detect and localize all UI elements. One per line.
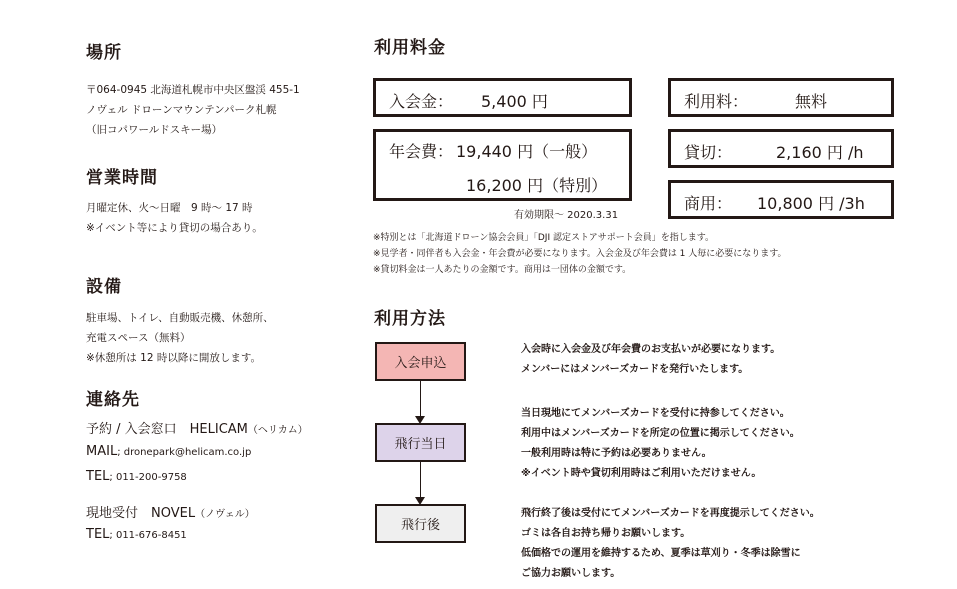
onsite-main: 現地受付 NOVEL (86, 506, 196, 521)
annual-fee-general: 19,440 円（一般） (456, 142, 598, 161)
mail-label: MAIL (86, 444, 118, 459)
step-after-flight-label: 飛行後 (400, 518, 440, 533)
reservation-reading: （ヘリカム） (247, 425, 308, 436)
place-former-name: （旧コパワールドスキー場） (86, 124, 223, 136)
place-heading: 場所 (86, 43, 122, 63)
desc-line: メンバーにはメンバーズカードを発行いたします。 (521, 364, 749, 375)
contact-heading: 連絡先 (86, 390, 140, 410)
hours-schedule: 月曜定休、火〜日曜 9 時〜 17 時 (86, 202, 253, 214)
desc-line: 低価格での運用を維持するため、夏季は草刈り・冬季は除雪に (521, 548, 801, 559)
facilities-charging: 充電スペース（無料） (86, 332, 191, 344)
charter-fee-label: 貸切： (684, 143, 733, 162)
hours-text (86, 198, 263, 238)
validity-date: 有効期限〜 2020.3.31 (514, 210, 619, 221)
tel-line-helicam (86, 469, 187, 484)
annual-fee-special: 16,200 円（特別） (466, 176, 608, 195)
reservation-main: 予約 / 入会窓口 HELICAM (86, 422, 248, 437)
entry-fee-label: 入会金： (389, 92, 454, 111)
facilities-note: ※休憩所は 12 時以降に開放します。 (86, 352, 261, 364)
fee-note-visitors: ※見学者・同伴者も入会金・年会費が必要になります。入会金及び年会費は 1 人毎に必要になります。 (373, 249, 787, 259)
desc-line: 一般利用時は特に予約は必要ありません。 (521, 448, 712, 459)
tel-line-novel (86, 527, 187, 542)
entry-fee-box (373, 78, 632, 117)
desc-line: ゴミは各自お持ち帰りお願いします。 (521, 528, 691, 539)
charter-fee-value: 2,160 円 /h (776, 143, 864, 162)
step-flight-day-description (521, 404, 800, 484)
tel-label-novel: TEL (86, 527, 110, 542)
fees-heading: 利用料金 (374, 38, 446, 58)
arrow-line-1 (420, 381, 421, 420)
usage-heading: 利用方法 (374, 309, 446, 329)
usage-fee-box (668, 78, 894, 117)
tel-number-helicam[interactable]: ; 011-200-9758 (109, 472, 187, 483)
fee-note-charter: ※貸切料金は一人あたりの金額です。商用は一団体の金額です。 (373, 265, 632, 275)
step-after-flight-description (521, 504, 820, 584)
desc-line: 入会時に入会金及び年会費のお支払いが必要になります。 (521, 344, 781, 355)
tel-label-helicam: TEL (86, 469, 110, 484)
place-text (86, 80, 300, 140)
desc-line: 利用中はメンバーズカードを所定の位置に掲示してください。 (521, 428, 800, 439)
hours-note: ※イベント等により貸切の場合あり。 (86, 222, 263, 234)
mail-address[interactable]: ; dronepark@helicam.co.jp (117, 447, 252, 458)
annual-fee-label: 年会費： (389, 142, 454, 161)
facilities-list: 駐車場、トイレ、自動販売機、休憩所、 (86, 312, 274, 324)
facilities-text (86, 308, 274, 368)
fee-note-special: ※特別とは「北海道ドローン協会会員」「DJI 認定ストアサポート会員」を指します。 (373, 233, 714, 243)
step-apply-label: 入会申込 (394, 356, 447, 371)
commercial-fee-box (668, 180, 894, 219)
step-apply-description (521, 340, 780, 380)
mail-line (86, 444, 251, 459)
usage-fee-value: 無料 (795, 92, 828, 111)
commercial-fee-label: 商用： (684, 194, 733, 213)
step-flight-day-box (375, 423, 466, 462)
onsite-reading: （ノヴェル） (195, 509, 255, 520)
desc-line: 飛行終了後は受付にてメンバーズカードを再度提示してください。 (521, 508, 820, 519)
place-address: 〒064-0945 北海道札幌市中央区盤渓 455-1 (86, 84, 300, 96)
step-after-flight-box (375, 504, 466, 543)
step-apply-box (375, 342, 466, 381)
annual-fee-box (373, 129, 632, 201)
entry-fee-value: 5,400 円 (481, 92, 548, 111)
place-name: ノヴェル ドローンマウンテンパーク札幌 (86, 104, 277, 116)
commercial-fee-value: 10,800 円 /3h (757, 194, 865, 213)
arrow-line-2 (420, 462, 421, 501)
hours-heading: 営業時間 (86, 168, 158, 188)
reservation-window (86, 418, 308, 437)
charter-fee-box (668, 129, 894, 168)
usage-fee-label: 利用料： (684, 92, 749, 111)
facilities-heading: 設備 (86, 277, 122, 297)
desc-line: ご協力お願いします。 (521, 568, 621, 579)
step-flight-day-label: 飛行当日 (394, 437, 447, 452)
onsite-reception (86, 502, 255, 521)
tel-number-novel[interactable]: ; 011-676-8451 (109, 530, 187, 541)
desc-line: ※イベント時や貸切利用時はご利用いただけません。 (521, 468, 762, 479)
fee-notes (373, 230, 787, 278)
desc-line: 当日現地にてメンバーズカードを受付に持参してください。 (521, 408, 790, 419)
